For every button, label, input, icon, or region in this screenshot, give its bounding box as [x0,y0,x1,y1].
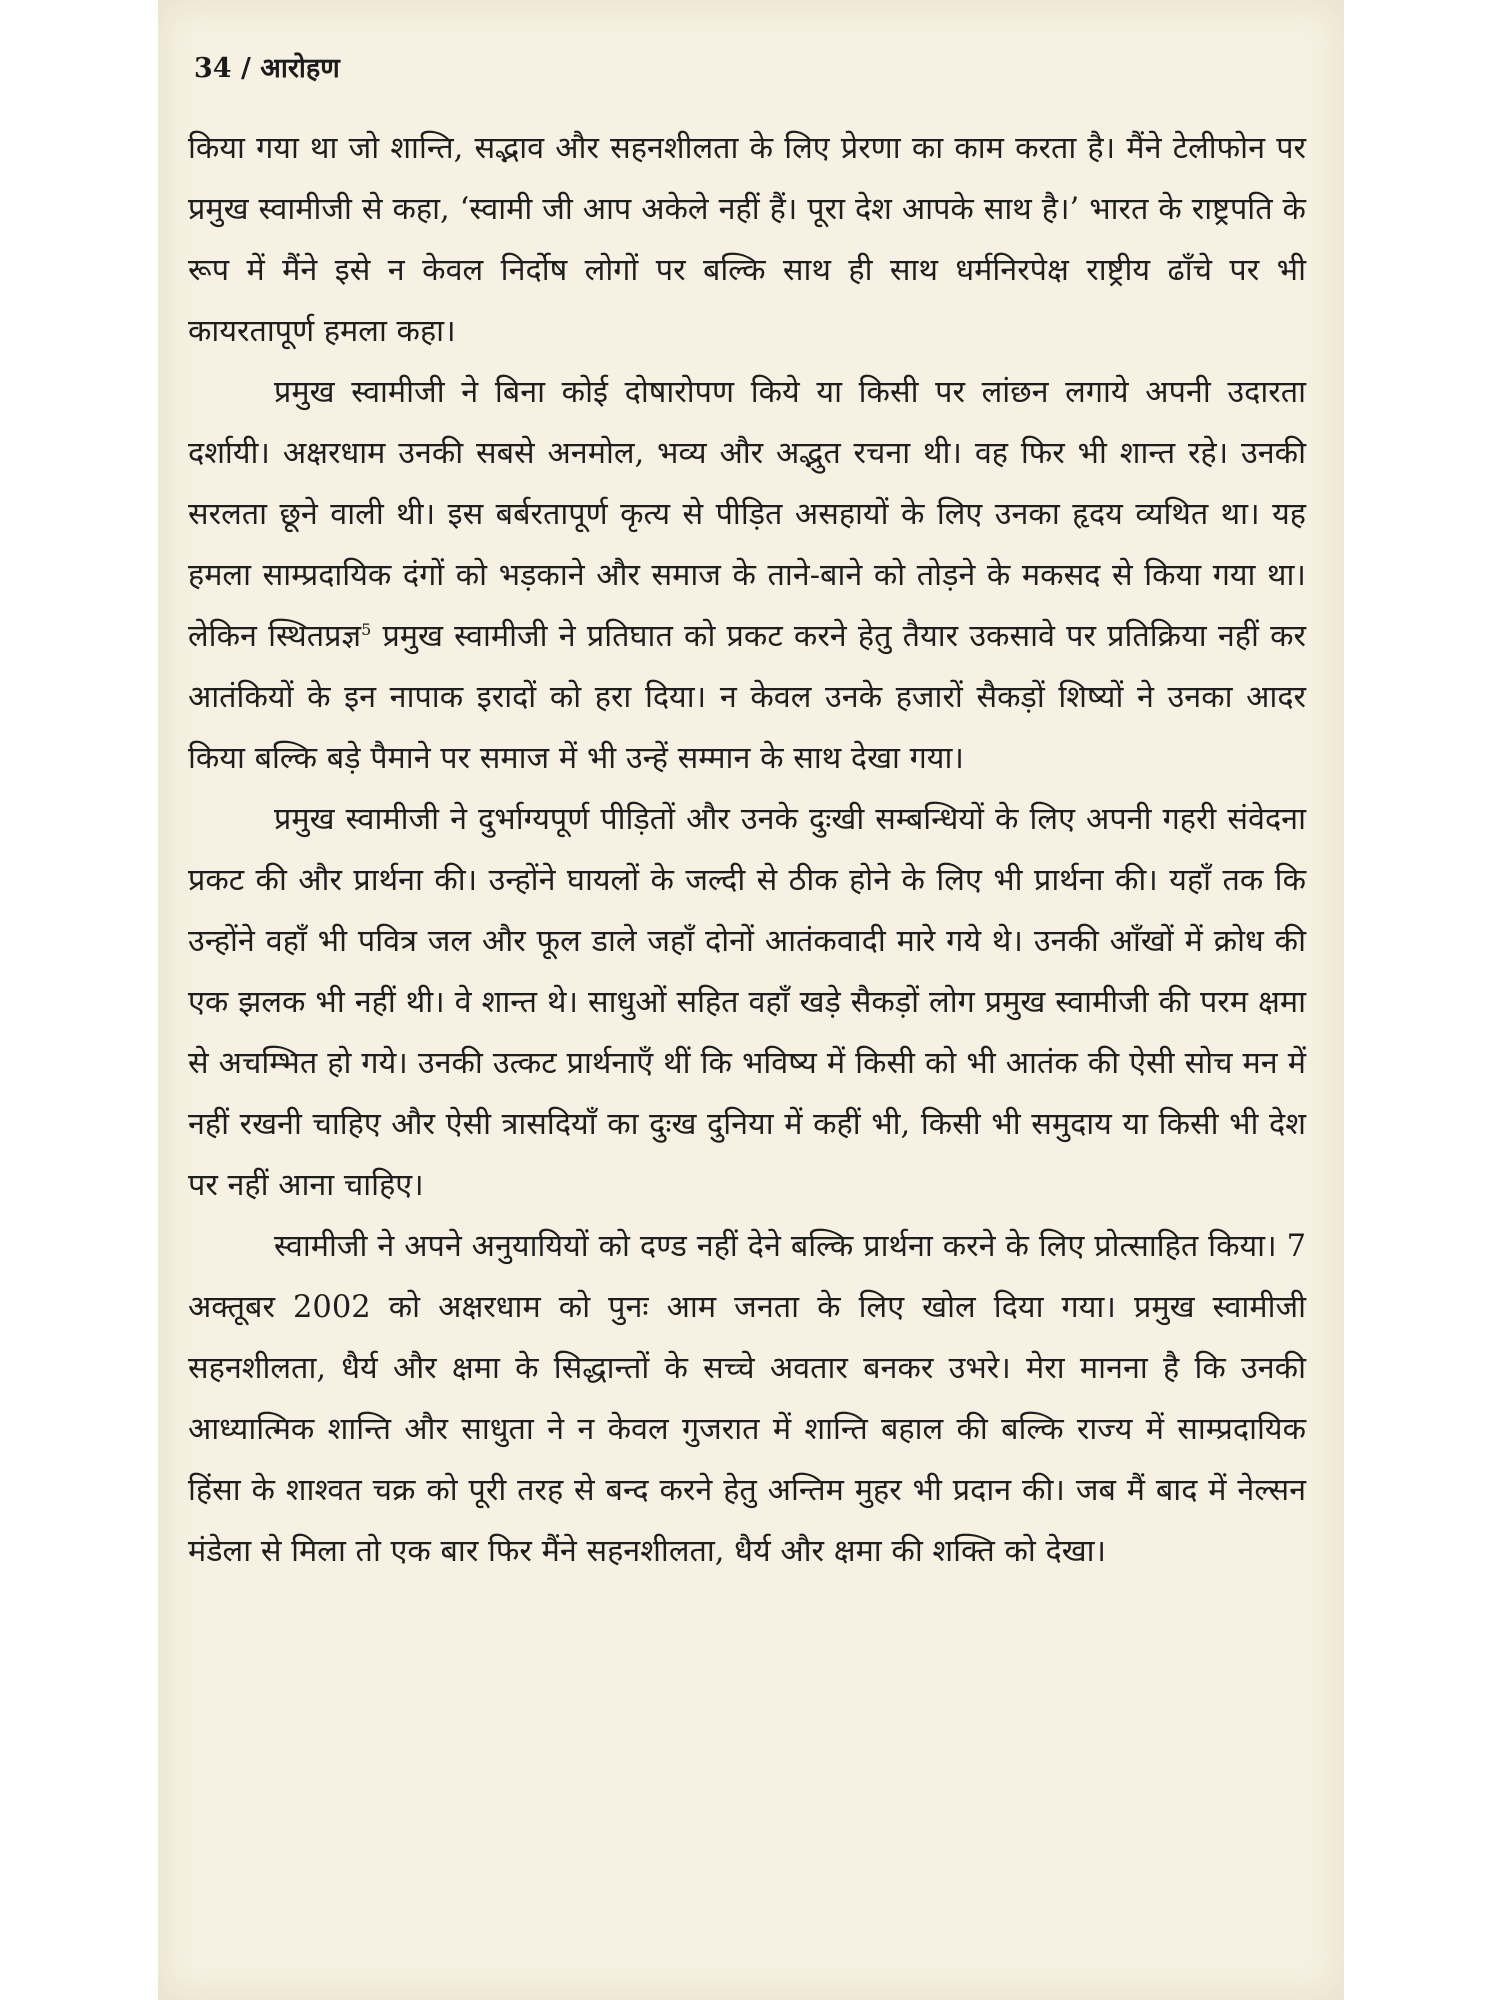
book-title: आरोहण [260,53,340,84]
paragraph-2-text-start: प्रमुख स्वामीजी ने बिना कोई दोषारोपण किये या किसी पर लांछन लगाये अपनी उदारता दर्शायी। अक्षरधाम उनकी सबसे अनमोल, भव्य और अद्भुत रचना थी। वह फिर भी शान्त रहे। उनकी सरलता छूने वाली थी। इस बर्बरतापूर्ण कृत्य से पीड़ित असहायों के लिए उनका हृदय व्यथित था। यह हमला साम्प्रदायिक दंगों को भड़काने और समाज के ताने-बाने को तोड़ने के मकसद से किया गया था। लेकिन स्थितप्रज्ञ [188,375,1306,654]
body-text [188,118,1306,1582]
book-page [158,0,1344,2000]
paragraph-1: किया गया था जो शान्ति, सद्भाव और सहनशीलता के लिए प्रेरणा का काम करता है। मैंने टेलीफोन पर प्रमुख स्वामीजी से कहा, ‘स्वामी जी आप अकेले नहीं हैं। पूरा देश आपके साथ है।’ भारत के राष्ट्रपति के रूप में मैंने इसे न केवल निर्दोष लोगों पर बल्कि साथ ही साथ धर्मनिरपेक्ष राष्ट्रीय ढाँचे पर भी कायरतापूर्ण हमला कहा। [188,131,1306,349]
footnote-marker: 5 [361,619,372,639]
page-header [194,48,340,85]
paragraph-4: स्वामीजी ने अपने अनुयायियों को दण्ड नहीं देने बल्कि प्रार्थना करने के लिए प्रोत्साहित किया। 7 अक्तूबर 2002 को अक्षरधाम को पुनः आम जनता के लिए खोल दिया गया। प्रमुख स्वामीजी सहनशीलता, धैर्य और क्षमा के सिद्धान्तों के सच्चे अवतार बनकर उभरे। मेरा मानना है कि उनकी आध्यात्मिक शान्ति और साधुता ने न केवल गुजरात में शान्ति बहाल की बल्कि राज्य में साम्प्रदायिक हिंसा के शाश्वत चक्र को पूरी तरह से बन्द करने हेतु अन्तिम मुहर भी प्रदान की। जब मैं बाद में नेल्सन मंडेला से मिला तो एक बार फिर मैंने सहनशीलता, धैर्य और क्षमा की शक्ति को देखा। [188,1229,1306,1569]
paragraph-2-text-end: प्रमुख स्वामीजी ने प्रतिघात को प्रकट करने हेतु तैयार उकसावे पर प्रतिक्रिया नहीं कर आतंकियों के इन नापाक इरादों को हरा दिया। न केवल उनके हजारों सैकड़ों शिष्यों ने उनका आदर किया बल्कि बड़े पैमाने पर समाज में भी उन्हें सम्मान के साथ देखा गया। [188,619,1306,776]
paragraph-3: प्रमुख स्वामीजी ने दुर्भाग्यपूर्ण पीड़ितों और उनके दुःखी सम्बन्धियों के लिए अपनी गहरी संवेदना प्रकट की और प्रार्थना की। उन्होंने घायलों के जल्दी से ठीक होने के लिए भी प्रार्थना की। यहाँ तक कि उन्होंने वहाँ भी पवित्र जल और फूल डाले जहाँ दोनों आतंकवादी मारे गये थे। उनकी आँखों में क्रोध की एक झलक भी नहीं थी। वे शान्त थे। साधुओं सहित वहाँ खड़े सैकड़ों लोग प्रमुख स्वामीजी की परम क्षमा से अचम्भित हो गये। उनकी उत्कट प्रार्थनाएँ थीं कि भविष्य में किसी को भी आतंक की ऐसी सोच मन में नहीं रखनी चाहिए और ऐसी त्रासदियाँ का दुःख दुनिया में कहीं भी, किसी भी समुदाय या किसी भी देश पर नहीं आना चाहिए। [188,802,1306,1203]
paragraph-2 [188,362,1306,789]
page-number: 34 [194,53,232,84]
header-separator: / [231,53,261,84]
